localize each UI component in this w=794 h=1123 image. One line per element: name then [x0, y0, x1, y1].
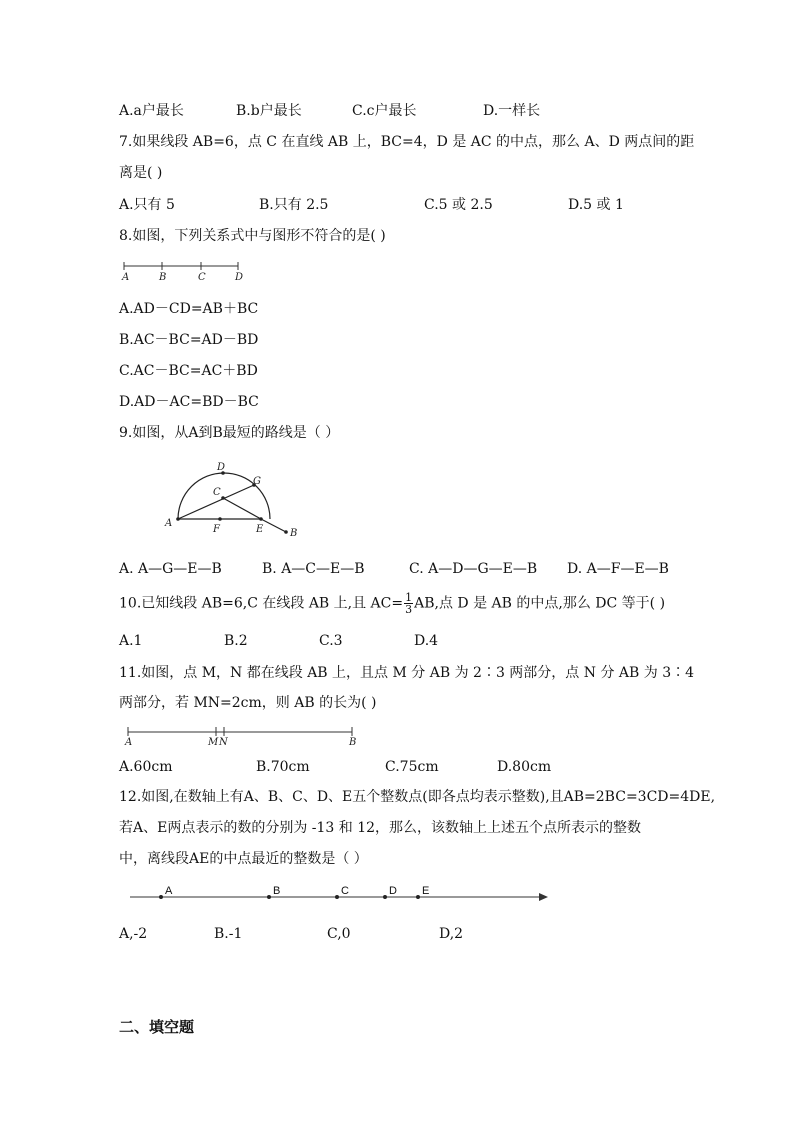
q8-segment-figure: [118, 258, 258, 284]
q7-option-b: B.只有 2.5: [259, 197, 329, 213]
q9-label-g: G: [253, 476, 261, 487]
q12-number-line-figure: [120, 880, 560, 908]
q10-stem: [119, 592, 665, 615]
q11-segment-figure: [118, 722, 368, 748]
q8-option-c: C.AC－BC=AC＋BD: [119, 363, 258, 379]
q11-label-b: B: [349, 737, 357, 748]
q9-option-b: B. A—C—E—B: [262, 561, 365, 577]
q6-option-c: C.c户最长: [352, 103, 417, 119]
q9-semicircle-figure: [160, 458, 310, 540]
q12-label-d: D: [389, 885, 397, 897]
q10-option-a: A.1: [119, 633, 143, 649]
q7-option-a: A.只有 5: [119, 197, 175, 213]
q9-option-a: A. A—G—E—B: [119, 561, 222, 577]
q12-label-a: A: [165, 885, 173, 897]
q6-option-a: A.a户最长: [119, 103, 184, 119]
q9-label-c: C: [213, 487, 221, 498]
q12-label-e: E: [422, 885, 430, 897]
q8-option-b: B.AC－BC=AD－BD: [119, 332, 259, 348]
q9-label-f: F: [213, 524, 220, 535]
q8-stem: 8.如图，下列关系式中与图形不符合的是( ): [119, 228, 386, 244]
q7-stem-line2: 离是( ): [119, 165, 163, 181]
q12-label-c: C: [341, 885, 349, 897]
q11-option-a: A.60cm: [119, 759, 173, 775]
q10-stem-post: AB,点 D 是 AB 的中点,那么 DC 等于( ): [414, 595, 666, 612]
q6-option-d: D.一样长: [483, 103, 541, 119]
q11-label-a: A: [125, 737, 133, 748]
q7-option-d: D.5 或 1: [568, 197, 624, 213]
q11-label-n: N: [219, 737, 228, 748]
q7-option-c: C.5 或 2.5: [424, 197, 493, 213]
q10-fraction: [404, 592, 413, 615]
q6-option-b: B.b户最长: [236, 103, 302, 119]
q8-label-b: B: [159, 272, 167, 283]
q8-label-d: D: [235, 272, 244, 283]
q12-stem-line2: 若A、E两点表示的数的分别为 -13 和 12，那么，该数轴上上述五个点所表示的整数: [119, 820, 642, 836]
q12-option-b: B.-1: [214, 926, 243, 942]
q12-stem-line1: 12.如图,在数轴上有A、B、C、D、E五个整数点(即各点均表示整数),且AB=2BC=3CD=4DE,: [119, 789, 716, 805]
q9-option-d: D. A—F—E—B: [567, 561, 669, 577]
q8-option-a: A.AD－CD=AB＋BC: [119, 301, 259, 317]
q11-option-c: C.75cm: [385, 759, 439, 775]
q8-option-d: D.AD－AC=BD－BC: [119, 394, 259, 410]
q12-option-c: C,0: [327, 926, 351, 942]
q10-option-d: D.4: [414, 633, 439, 649]
q12-option-d: D,2: [439, 926, 464, 942]
q10-option-c: C.3: [319, 633, 343, 649]
q9-label-b: B: [290, 528, 298, 539]
q11-stem-line2: 两部分，若 MN=2cm，则 AB 的长为( ): [119, 695, 377, 711]
q10-option-b: B.2: [224, 633, 248, 649]
q10-fraction-num: 1: [405, 591, 413, 604]
q12-label-b: B: [273, 885, 281, 897]
q12-stem-line3: 中，离线段AE的中点最近的整数是（ ）: [119, 851, 368, 867]
q11-stem-line1: 11.如图，点 M，N 都在线段 AB 上，且点 M 分 AB 为 2∶3 两部分，点 N 分 AB 为 3∶4: [119, 665, 695, 681]
q11-option-d: D.80cm: [497, 759, 552, 775]
q11-option-b: B.70cm: [256, 759, 310, 775]
section-title: 二、填空题: [119, 1018, 195, 1036]
q8-label-c: C: [198, 272, 206, 283]
q9-option-c: C. A—D—G—E—B: [409, 561, 538, 577]
q7-stem-line1: 7.如果线段 AB=6，点 C 在直线 AB 上，BC=4，D 是 AC 的中点，那么 A、D 两点间的距: [119, 134, 695, 150]
q10-fraction-den: 3: [405, 603, 413, 616]
q8-label-a: A: [122, 272, 130, 283]
q9-label-d: D: [217, 462, 226, 473]
q9-stem: 9.如图，从A到B最短的路线是（ ）: [119, 425, 340, 441]
q9-label-a: A: [165, 518, 173, 529]
q11-label-m: M: [208, 737, 219, 748]
q12-option-a: A,-2: [119, 926, 148, 942]
q10-stem-pre: 10.已知线段 AB=6,C 在线段 AB 上,且 AC=: [119, 595, 404, 612]
q9-label-e: E: [256, 524, 264, 535]
